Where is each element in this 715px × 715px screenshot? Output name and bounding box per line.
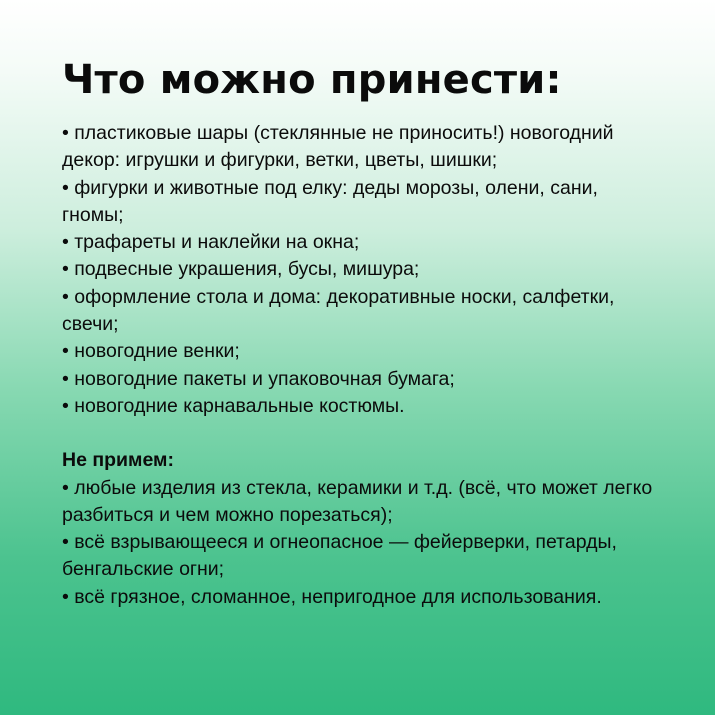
reject-item: • всё грязное, сломанное, непригодное для использования. [62, 585, 602, 608]
section-spacer [62, 420, 653, 447]
bring-item: • фигурки и животные под елку: деды морозы, олени, сани, гномы; [62, 176, 598, 226]
page-title: Что можно принести: [62, 57, 562, 103]
bring-item: • трафареты и наклейки на окна; [62, 231, 360, 254]
bring-item: • новогодние пакеты и упаковочная бумага; [62, 367, 455, 390]
bring-item: • подвесные украшения, бусы, мишура; [62, 258, 420, 281]
reject-heading: Не примем: [62, 449, 174, 472]
bring-item: • пластиковые шары (стеклянные не приносить!) новогодний декор: игрушки и фигурки, ветки, цветы, шишки; [62, 122, 614, 172]
bring-item: • новогодние карнавальные костюмы. [62, 394, 405, 417]
bring-list [62, 120, 653, 420]
reject-list [62, 475, 653, 611]
reject-item: • всё взрывающееся и огнеопасное — фейерверки, петарды, бенгальские огни; [62, 531, 617, 581]
reject-item: • любые изделия из стекла, керамики и т.д. (всё, что может легко разбиться и чем можно порезаться); [62, 476, 653, 526]
bring-item: • оформление стола и дома: декоративные носки, салфетки, свечи; [62, 285, 615, 336]
bring-item: • новогодние венки; [62, 340, 240, 363]
